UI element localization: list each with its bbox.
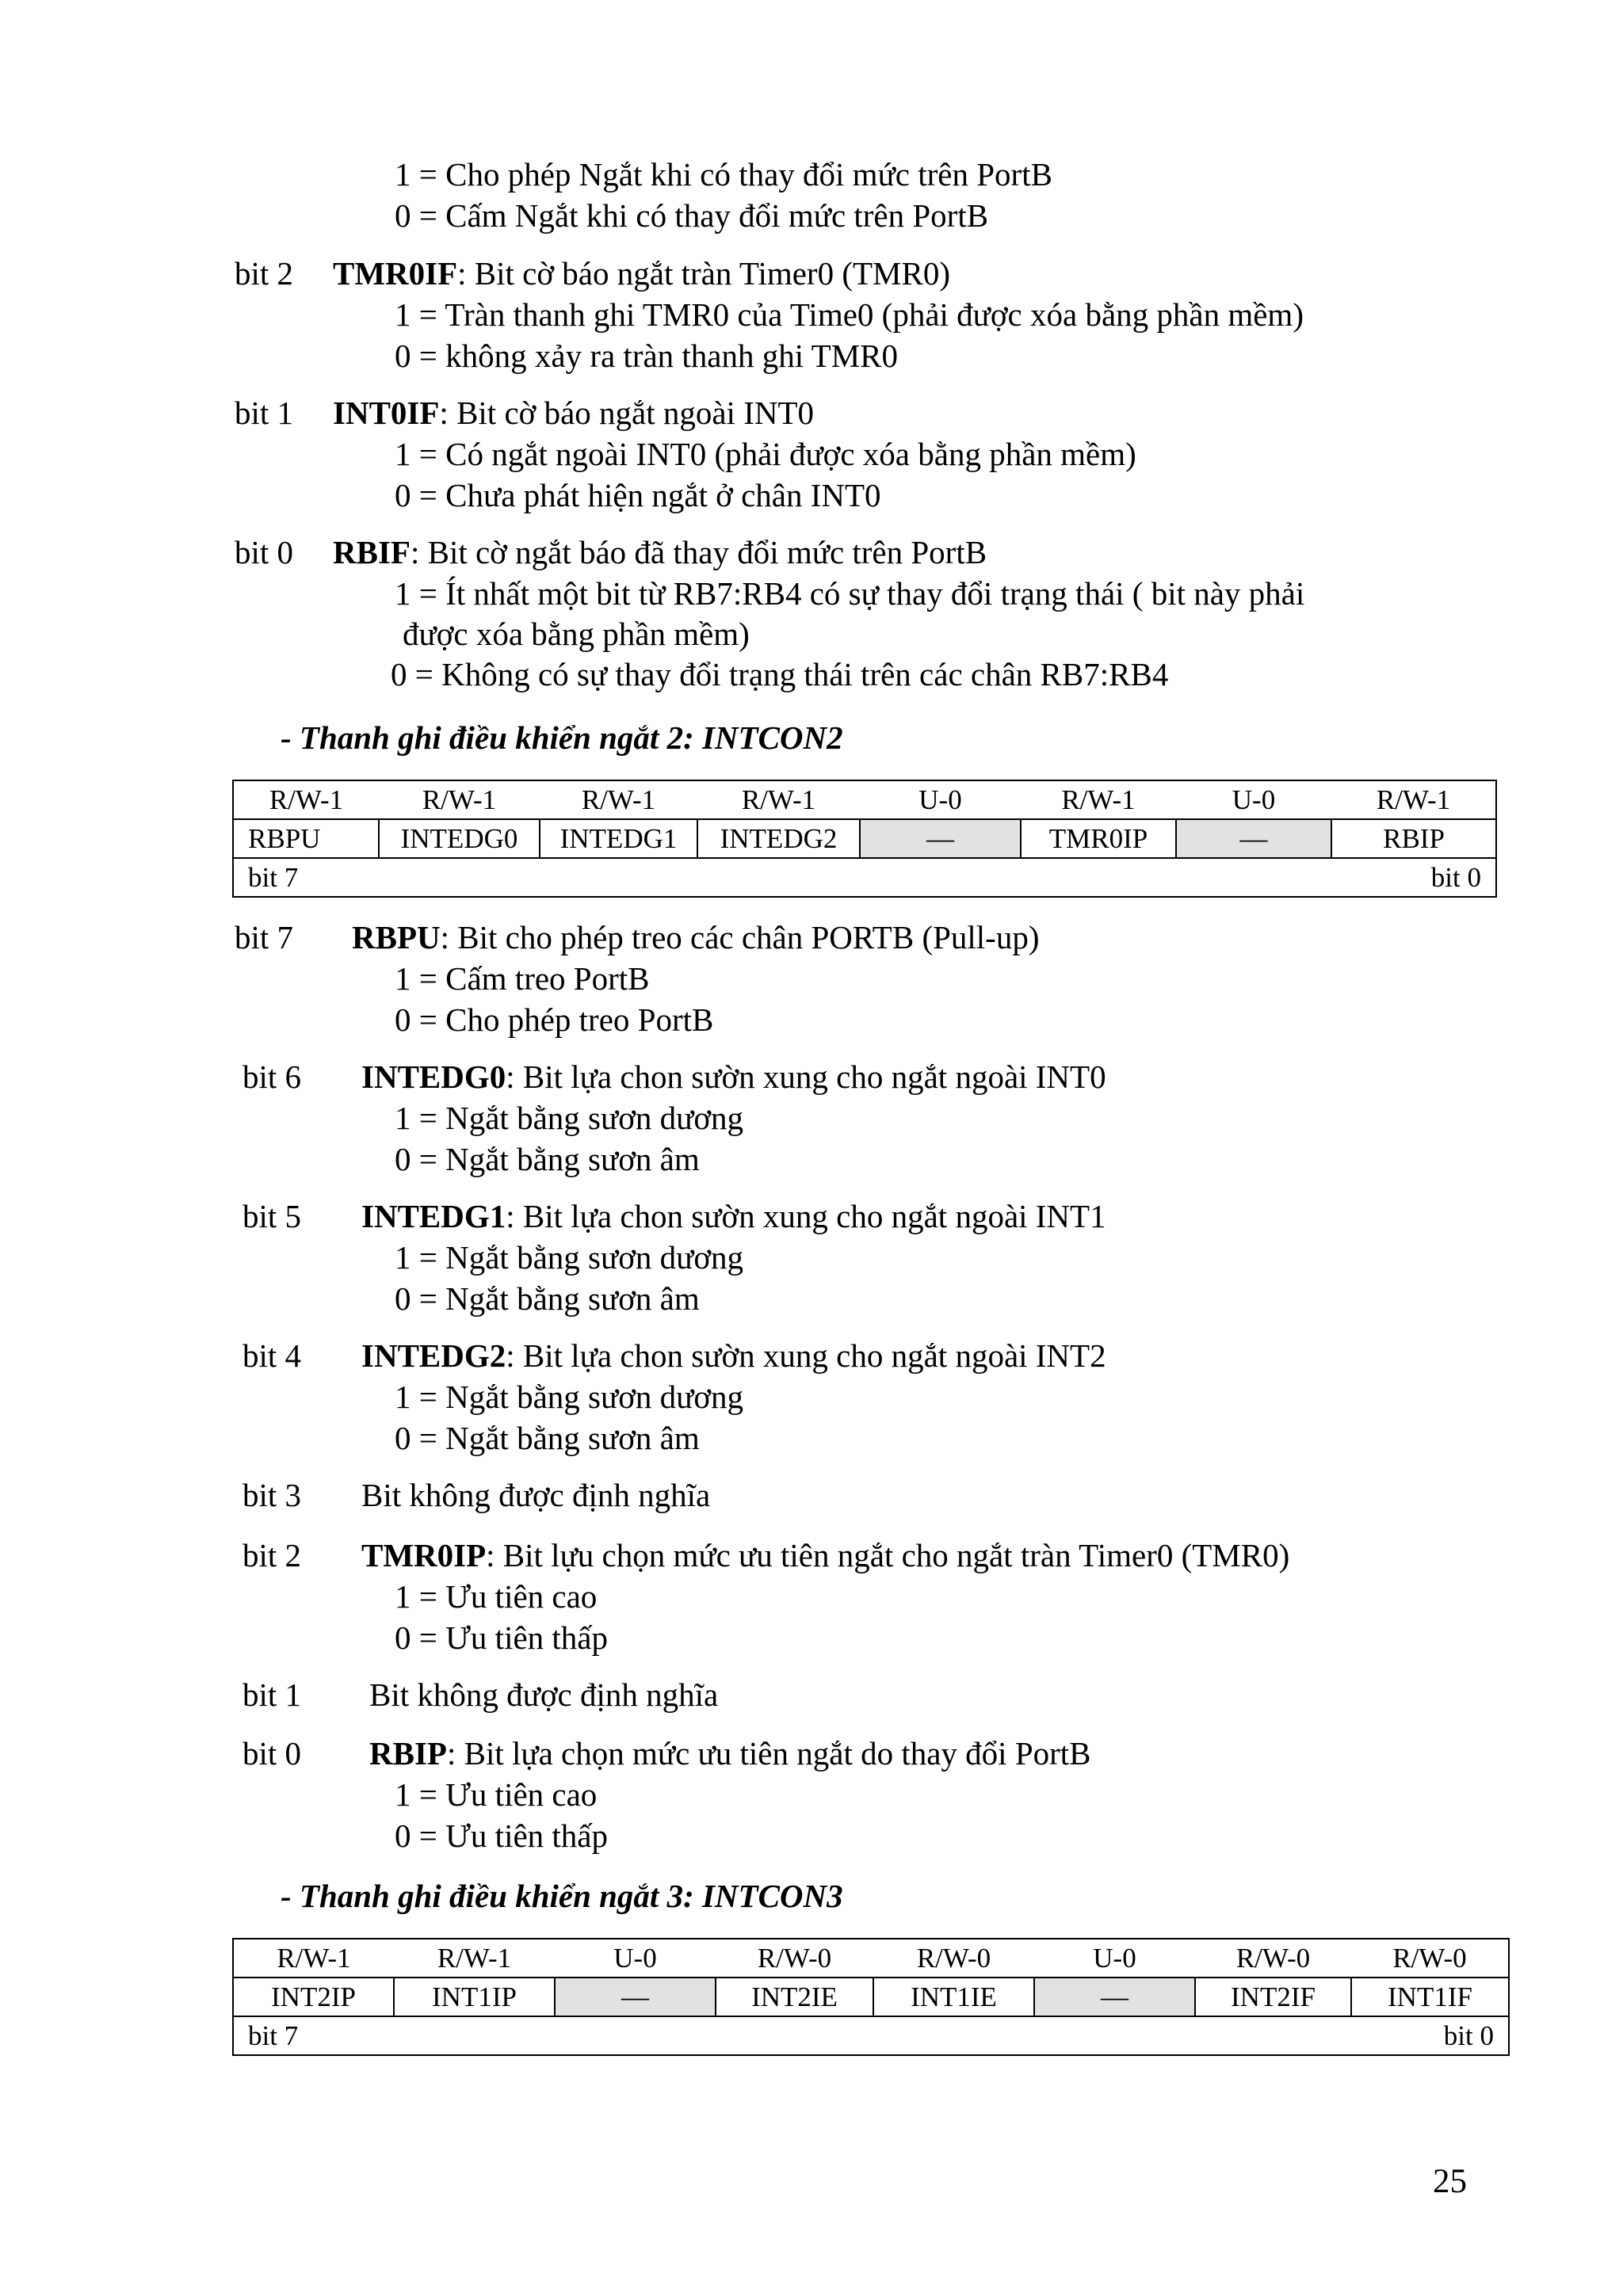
bit-description xyxy=(352,918,1040,956)
bit-label: bit 2 xyxy=(235,255,294,292)
access-cell: R/W-1 xyxy=(233,1939,394,1978)
text-line: 1 = Ít nhất một bit từ RB7:RB4 có sự thay đổi trạng thái ( bit này phải xyxy=(395,575,1305,612)
bit-name: INT0IF xyxy=(333,395,440,431)
text-line: 0 = Ngắt bằng sươn âm xyxy=(395,1420,700,1456)
bit-label: bit 7 xyxy=(235,919,294,955)
bit-name-cell: INT1IP xyxy=(394,1978,555,2016)
text-line: 0 = không xảy ra tràn thanh ghi TMR0 xyxy=(395,338,898,374)
access-cell: R/W-1 xyxy=(1331,780,1496,819)
bit-name-cell: INT1IF xyxy=(1351,1978,1509,2016)
bit-label: bit 5 xyxy=(242,1198,302,1234)
access-cell: R/W-1 xyxy=(379,780,540,819)
bit-name-cell: INTEDG2 xyxy=(697,819,860,858)
bit-label: bit 3 xyxy=(242,1477,302,1513)
unimplemented-cell: — xyxy=(1176,819,1331,858)
bit-name: TMR0IF xyxy=(333,255,458,292)
text-line: 0 = Cấm Ngắt khi có thay đổi mức trên PortB xyxy=(395,197,989,234)
bit-desc: : Bit lựa chon sườn xung cho ngắt ngoài INT2 xyxy=(506,1337,1106,1374)
page-number: 25 xyxy=(1433,2163,1467,2200)
msb-label: bit 7 xyxy=(233,858,860,897)
text-line: 0 = Không có sự thay đổi trạng thái trên các chân RB7:RB4 xyxy=(391,656,1169,692)
text-line: 1 = Ngắt bằng sươn dương xyxy=(395,1100,744,1136)
bit-desc: : Bit cho phép treo các chân PORTB (Pull-up) xyxy=(440,919,1040,955)
bit-label: bit 4 xyxy=(242,1337,302,1374)
text-line: 0 = Ngắt bằng sươn âm xyxy=(395,1141,700,1177)
bit-description xyxy=(369,1734,1091,1772)
section-heading: - Thanh ghi điều khiển ngắt 2: INTCON2 xyxy=(281,719,843,756)
bit-description xyxy=(333,533,987,571)
bit-name-cell: RBPU xyxy=(233,819,379,858)
bit-label: bit 0 xyxy=(235,534,294,570)
section-heading: - Thanh ghi điều khiển ngắt 3: INTCON3 xyxy=(281,1878,843,1914)
register-table-intcon2 xyxy=(232,780,1497,898)
text-line: 1 = Ưu tiên cao xyxy=(395,1578,598,1615)
text-line: 0 = Ưu tiên thấp xyxy=(395,1619,609,1656)
text-line: 0 = Ưu tiên thấp xyxy=(395,1817,609,1854)
text-line: 0 = Ngắt bằng sươn âm xyxy=(395,1280,700,1317)
bit-name-cell: RBIP xyxy=(1331,819,1496,858)
text-line: 1 = Ưu tiên cao xyxy=(395,1776,598,1813)
bit-name-cell: INT2IP xyxy=(233,1978,394,2016)
bit-desc: : Bit lựa chon sườn xung cho ngắt ngoài INT0 xyxy=(506,1058,1106,1095)
access-cell: R/W-1 xyxy=(233,780,379,819)
bit-name-cell: TMR0IP xyxy=(1021,819,1176,858)
bit-description xyxy=(361,1536,1289,1574)
access-cell: R/W-0 xyxy=(1351,1939,1509,1978)
bit-name: INTEDG2 xyxy=(361,1337,506,1374)
bit-desc: : Bit lựa chon sườn xung cho ngắt ngoài INT1 xyxy=(506,1198,1106,1234)
bit-description xyxy=(333,254,950,292)
bit-desc: : Bit lựa chọn mức ưu tiên ngắt do thay đổi PortB xyxy=(446,1735,1091,1772)
access-cell: R/W-0 xyxy=(1195,1939,1351,1978)
text-line: 1 = Tràn thanh ghi TMR0 của Time0 (phải được xóa bằng phần mềm) xyxy=(395,296,1304,333)
lsb-label: bit 0 xyxy=(873,2016,1509,2055)
access-cell: U-0 xyxy=(555,1939,716,1978)
text-line: 1 = Ngắt bằng sươn dương xyxy=(395,1239,744,1276)
bit-description xyxy=(361,1197,1106,1235)
lsb-label: bit 0 xyxy=(860,858,1496,897)
bit-desc: : Bit cờ báo ngắt ngoài INT0 xyxy=(439,395,815,431)
access-cell: R/W-1 xyxy=(394,1939,555,1978)
unimplemented-cell: — xyxy=(555,1978,716,2016)
bit-label: bit 2 xyxy=(242,1537,302,1573)
bit-description xyxy=(361,1058,1106,1096)
bit-name-cell: INT2IE xyxy=(716,1978,873,2016)
text-line: 1 = Ngắt bằng sươn dương xyxy=(395,1379,744,1415)
bit-label: bit 0 xyxy=(242,1735,302,1772)
bit-name-cell: INT1IE xyxy=(873,1978,1034,2016)
msb-label: bit 7 xyxy=(233,2016,873,2055)
text-line: 1 = Có ngắt ngoài INT0 (phải được xóa bằng phần mềm) xyxy=(395,436,1136,472)
unimplemented-cell: — xyxy=(1034,1978,1195,2016)
bit-desc: : Bit cờ ngắt báo đã thay đổi mức trên PortB xyxy=(410,534,987,570)
bit-name: RBPU xyxy=(352,919,441,955)
access-cell: R/W-1 xyxy=(540,780,697,819)
bit-description: Bit không được định nghĩa xyxy=(361,1477,711,1513)
bit-name: RBIF xyxy=(333,534,411,570)
bit-name: RBIP xyxy=(369,1735,447,1772)
access-cell: R/W-1 xyxy=(1021,780,1176,819)
text-line: được xóa bằng phần mềm) xyxy=(403,616,750,652)
unimplemented-cell: — xyxy=(860,819,1021,858)
text-line: 0 = Cho phép treo PortB xyxy=(395,1001,714,1038)
access-cell: U-0 xyxy=(1176,780,1331,819)
bit-name: INTEDG1 xyxy=(361,1198,506,1234)
bit-name-cell: INT2IF xyxy=(1195,1978,1351,2016)
bit-name: TMR0IP xyxy=(361,1537,487,1573)
bit-name-cell: INTEDG1 xyxy=(540,819,697,858)
access-cell: U-0 xyxy=(1034,1939,1195,1978)
access-cell: R/W-1 xyxy=(697,780,860,819)
access-cell: U-0 xyxy=(860,780,1021,819)
bit-name: INTEDG0 xyxy=(361,1058,506,1095)
bit-desc: : Bit cờ báo ngắt tràn Timer0 (TMR0) xyxy=(457,255,950,292)
bit-name-cell: INTEDG0 xyxy=(379,819,540,858)
bit-description xyxy=(333,394,814,432)
text-line: 1 = Cho phép Ngắt khi có thay đổi mức trên PortB xyxy=(395,156,1052,193)
bit-description xyxy=(361,1337,1106,1375)
bit-label: bit 1 xyxy=(235,395,294,431)
bit-label: bit 6 xyxy=(242,1058,302,1095)
text-line: 0 = Chưa phát hiện ngắt ở chân INT0 xyxy=(395,477,881,513)
register-table-intcon3 xyxy=(232,1938,1510,2056)
bit-desc: : Bit lựu chọn mức ưu tiên ngắt cho ngắt tràn Timer0 (TMR0) xyxy=(486,1537,1290,1573)
text-line: 1 = Cấm treo PortB xyxy=(395,960,650,997)
bit-description: Bit không được định nghĩa xyxy=(369,1676,719,1713)
access-cell: R/W-0 xyxy=(873,1939,1034,1978)
access-cell: R/W-0 xyxy=(716,1939,873,1978)
bit-label: bit 1 xyxy=(242,1676,302,1713)
